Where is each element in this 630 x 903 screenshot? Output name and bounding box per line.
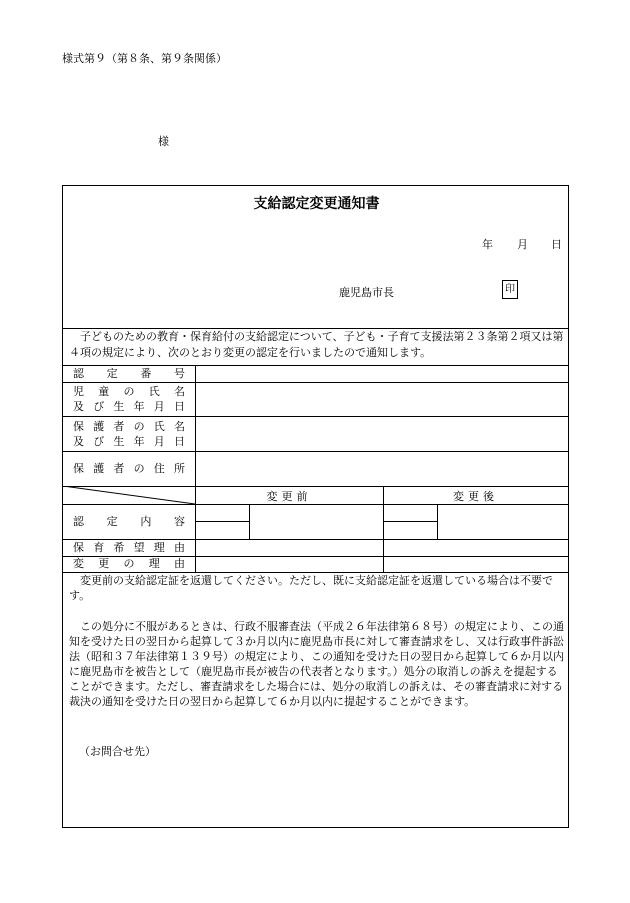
- form-number: 様式第９（第８条、第９条関係）: [62, 52, 227, 65]
- divider-row-6: [63, 539, 568, 540]
- notice-frame: [62, 185, 569, 828]
- notice-title: 支給認定変更通知書: [253, 196, 380, 212]
- label-desire-reason: 保育希望理由: [73, 541, 185, 554]
- issuer-name: 鹿児島市長: [339, 286, 394, 299]
- divider-row-5: [63, 504, 568, 505]
- note-return-certificate: 変更前の支給認定証を返還してください。ただし、既に支給認定証を返還している場合は不要です。: [69, 574, 553, 602]
- divider-before-inner: [249, 504, 250, 539]
- divider-label-col: [195, 365, 196, 572]
- divider-after-sub: [383, 521, 437, 522]
- label-child-birth: 及び生年月日: [73, 400, 185, 413]
- header-after: 変更後: [453, 490, 498, 503]
- label-guardian-name: 保護者の氏名: [73, 420, 185, 433]
- divider-row-1: [63, 382, 568, 383]
- contact-label: （お問合せ先）: [79, 745, 156, 758]
- label-change-reason: 変更の理由: [73, 557, 185, 570]
- label-guardian-address: 保護者の住所: [73, 462, 185, 475]
- seal-mark: 印: [502, 280, 518, 299]
- date-year: 年: [482, 238, 493, 251]
- date-month: 月: [517, 238, 528, 251]
- divider-after-inner: [437, 504, 438, 539]
- label-cert-number: 認定番号: [73, 367, 185, 380]
- divider-before-sub: [195, 521, 249, 522]
- label-guardian-birth: 及び生年月日: [73, 435, 185, 448]
- label-content: 認定内容: [73, 515, 185, 528]
- label-child-name: 児童の氏名: [73, 385, 185, 398]
- note-appeal: この処分に不服があるときは、行政不服審査法（平成２６年法律第６８号）の規定により、この通知を受けた日の翌日から起算して３か月以内に鹿児島市長に対して審査請求をし、又は行政事件訴訟法（昭和３７年法律第１３９号）の規定により、この通知を受けた日の翌日から起算して６か月以内に鹿児島市を被告として（鹿児島市長が被告の代表者となります。）処分の取消しの訴えを提起することができます。ただし、審査請求をした場合には、処分の取消しの訴えは、その審査請求に対する裁決の通知を受けた日の翌日から起算して６か月以内に提起することができます。: [69, 620, 564, 708]
- intro-text: 子どものための教育・保育給付の支給認定について、子ども・子育て支援法第２３条第２項又は第４項の規定により、次のとおり変更の認定を行いましたので通知します。: [69, 330, 564, 359]
- date-day: 日: [551, 238, 562, 251]
- header-before: 変更前: [266, 490, 312, 503]
- divider-table-top: [63, 365, 568, 366]
- divider-row-2: [63, 416, 568, 417]
- addressee-suffix: 様: [158, 135, 169, 148]
- diagonal-slash: [63, 486, 195, 504]
- divider-row-3: [63, 451, 568, 452]
